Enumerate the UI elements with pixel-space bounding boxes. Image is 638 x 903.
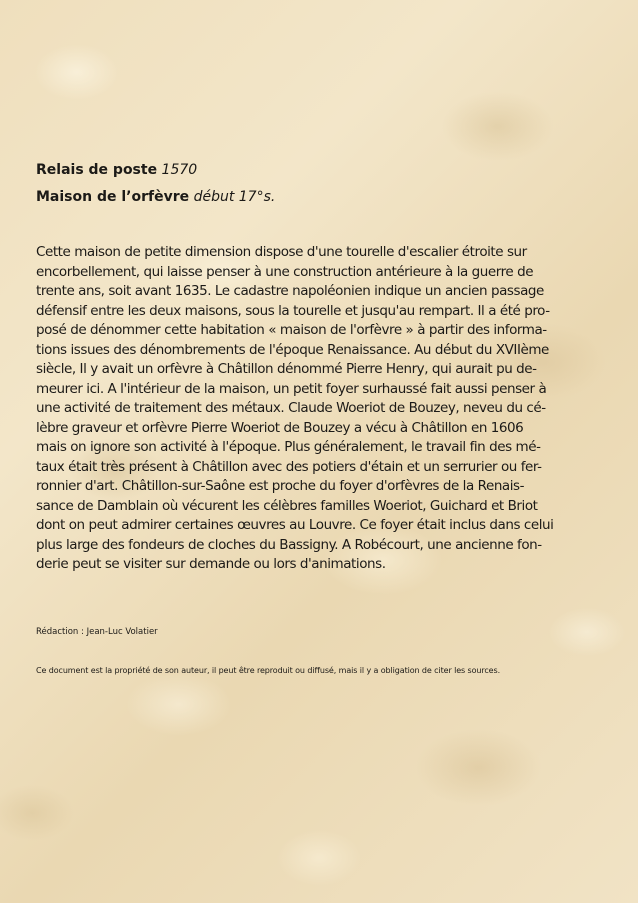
- body-line: sance de Damblain où vécurent les célèbres familles Woeriot, Guichard et Briot: [36, 497, 538, 514]
- body-line: tions issues des dénombrements de l'époque Renaissance. Au début du XVIIème: [36, 341, 549, 358]
- heading-2-title: Maison de l’orfèvre: [36, 189, 190, 205]
- heading-1-title: Relais de poste: [36, 162, 158, 178]
- heading-1-date: 1570: [161, 162, 198, 178]
- body-line: encorbellement, qui laisse penser à une construction antérieure à la guerre de: [36, 263, 534, 280]
- body-line: posé de dénommer cette habitation « maison de l'orfèvre » à partir des informa-: [36, 322, 547, 338]
- heading-2-date: début 17°s.: [193, 189, 276, 205]
- body-line: siècle, Il y avait un orfèvre à Châtillon dénommé Pierre Henry, qui aurait pu de-: [36, 361, 537, 377]
- body-line: mais on ignore son activité à l'époque. Plus généralement, le travail fin des mé-: [36, 439, 541, 455]
- body-line: meurer ici. A l'intérieur de la maison, un petit foyer surhaussé fait aussi penser à: [36, 380, 547, 397]
- body-line: ronnier d'art. Châtillon-sur-Saône est proche du foyer d'orfèvres de la Renais-: [36, 478, 525, 494]
- body-line: taux était très présent à Châtillon avec des potiers d'étain et un serrurier ou fer-: [36, 458, 542, 475]
- body-line: trente ans, soit avant 1635. Le cadastre napoléonien indique un ancien passage: [36, 283, 544, 299]
- body-line: Cette maison de petite dimension dispose d'une tourelle d'escalier étroite sur: [36, 244, 527, 260]
- body-line: une activité de traitement des métaux. Claude Woeriot de Bouzey, neveu du cé-: [36, 400, 546, 416]
- heading-maison-orfevre: [36, 188, 275, 206]
- author-credit: Rédaction : Jean-Luc Volatier: [36, 627, 158, 637]
- document-page: [36, 0, 612, 903]
- body-line: lèbre graveur et orfèvre Pierre Woeriot de Bouzey a vécu à Châtillon en 1606: [36, 419, 524, 436]
- heading-relais-de-poste: [36, 161, 197, 179]
- body-line: dont on peut admirer certaines œuvres au Louvre. Ce foyer était inclus dans celui: [36, 517, 554, 533]
- body-line: défensif entre les deux maisons, sous la tourelle et jusqu'au rempart. Il a été pro-: [36, 302, 550, 319]
- body-line: plus large des fondeurs de cloches du Bassigny. A Robécourt, une ancienne fon-: [36, 536, 542, 553]
- body-paragraph: [36, 243, 612, 575]
- body-line: derie peut se visiter sur demande ou lors d'animations.: [36, 556, 386, 572]
- copyright-notice: Ce document est la propriété de son auteur, il peut être reproduit ou diffusé, mais il y a obligation de citer les sources.: [36, 666, 501, 675]
